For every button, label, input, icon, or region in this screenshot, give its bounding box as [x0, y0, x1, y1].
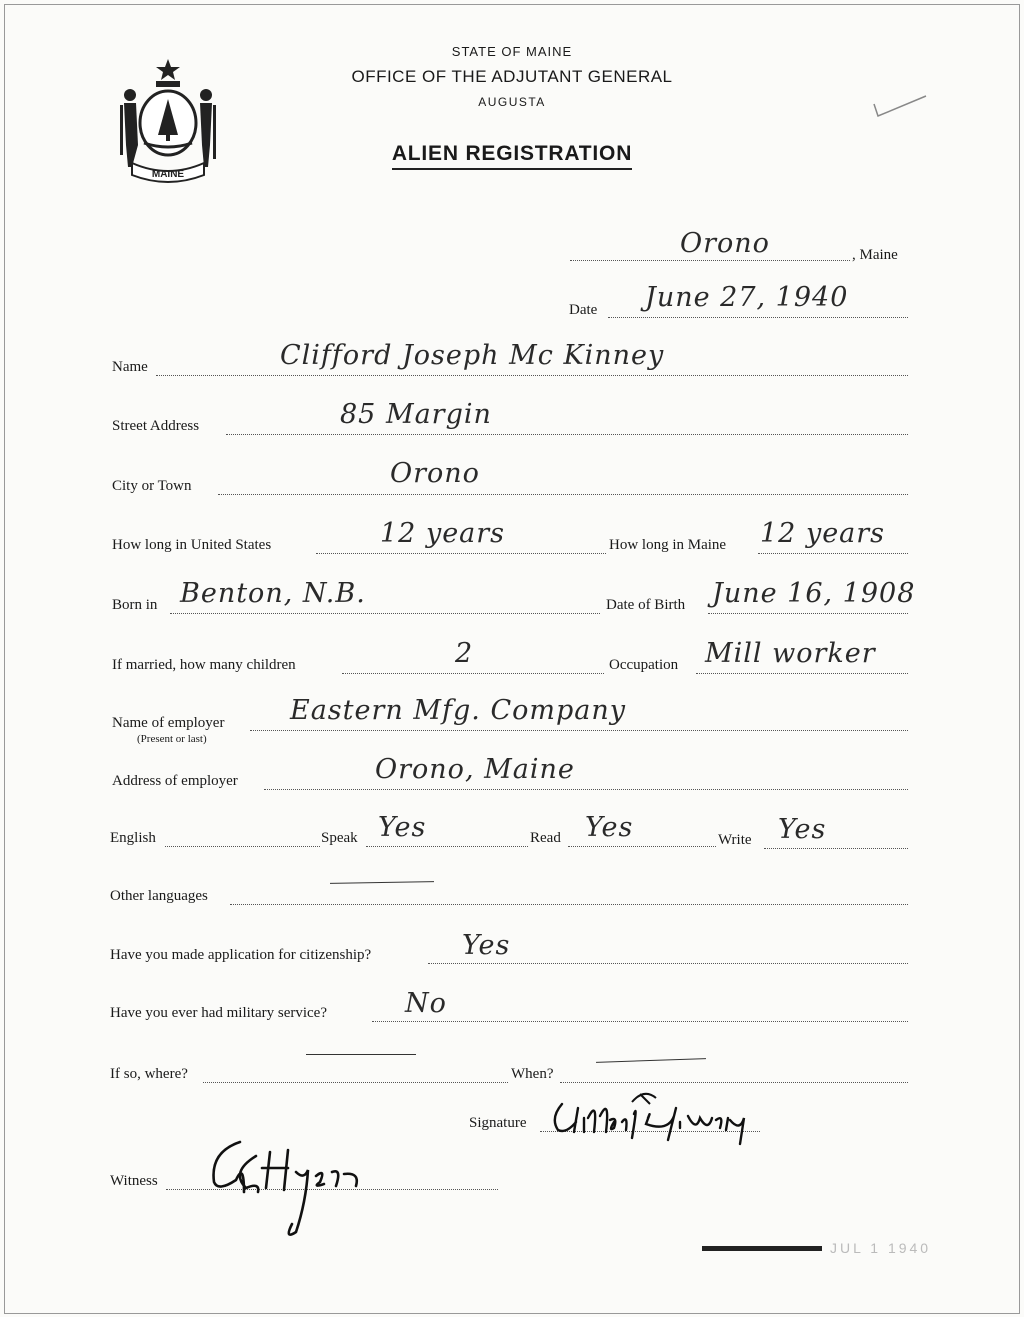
- english-label: English: [110, 830, 156, 846]
- citizenship-value: Yes: [462, 930, 511, 961]
- employer-address-value: Orono, Maine: [375, 754, 575, 785]
- signature-label: Signature: [469, 1115, 527, 1131]
- seal-banner-text: MAINE: [151, 169, 185, 180]
- occupation-value: Mill worker: [705, 638, 876, 669]
- name-label: Name: [112, 359, 148, 375]
- witness-signature-image: [200, 1132, 390, 1242]
- employer-value: Eastern Mfg. Company: [290, 695, 626, 726]
- read-label: Read: [530, 830, 561, 846]
- witness-label: Witness: [110, 1173, 158, 1189]
- place-value: Orono: [680, 228, 770, 259]
- employer-note: (Present or last): [137, 733, 207, 745]
- city-label: City or Town: [112, 478, 192, 494]
- stamp-bar: [702, 1246, 822, 1251]
- date-label: Date: [569, 302, 598, 318]
- when-label: When?: [511, 1066, 554, 1082]
- military-value: No: [405, 988, 447, 1019]
- dob-label: Date of Birth: [606, 597, 686, 613]
- where-dash: [306, 1054, 416, 1055]
- employer-label: Name of employer: [112, 715, 225, 731]
- street-value: 85 Margin: [340, 399, 492, 430]
- military-label: Have you ever had military service?: [110, 1005, 327, 1021]
- how-long-us-value: 12 years: [380, 518, 506, 549]
- check-mark-icon: [870, 92, 930, 122]
- born-in-value: Benton, N.B.: [180, 578, 366, 609]
- how-long-maine-label: How long in Maine: [609, 537, 727, 553]
- name-value: Clifford Joseph Mc Kinney: [280, 340, 665, 371]
- write-label: Write: [718, 832, 752, 848]
- how-long-us-label: How long in United States: [112, 537, 272, 553]
- employer-address-label: Address of employer: [112, 773, 238, 789]
- write-value: Yes: [778, 814, 827, 845]
- street-label: Street Address: [112, 418, 200, 434]
- date-value: June 27, 1940: [645, 282, 849, 313]
- dob-value: June 16, 1908: [712, 578, 916, 609]
- children-value: 2: [455, 638, 474, 669]
- how-long-maine-value: 12 years: [760, 518, 886, 549]
- maine-label: , Maine: [852, 247, 898, 263]
- header-office: OFFICE OF THE ADJUTANT GENERAL: [351, 67, 673, 86]
- header-city: AUGUSTA: [478, 95, 546, 109]
- children-label: If married, how many children: [112, 657, 296, 673]
- read-value: Yes: [585, 812, 634, 843]
- other-languages-label: Other languages: [110, 888, 208, 904]
- form-title: [0, 142, 1024, 166]
- born-in-label: Born in: [112, 597, 158, 613]
- received-stamp: JUL 1 1940: [830, 1240, 932, 1256]
- where-label: If so, where?: [110, 1066, 188, 1082]
- citizenship-label: Have you made application for citizenship?: [110, 947, 372, 963]
- speak-label: Speak: [321, 830, 358, 846]
- occupation-label: Occupation: [609, 657, 679, 673]
- city-value: Orono: [390, 458, 480, 489]
- signature-image: [548, 1088, 778, 1148]
- form-title-text: ALIEN REGISTRATION: [392, 142, 632, 170]
- speak-value: Yes: [378, 812, 427, 843]
- header-state: STATE OF MAINE: [451, 44, 573, 59]
